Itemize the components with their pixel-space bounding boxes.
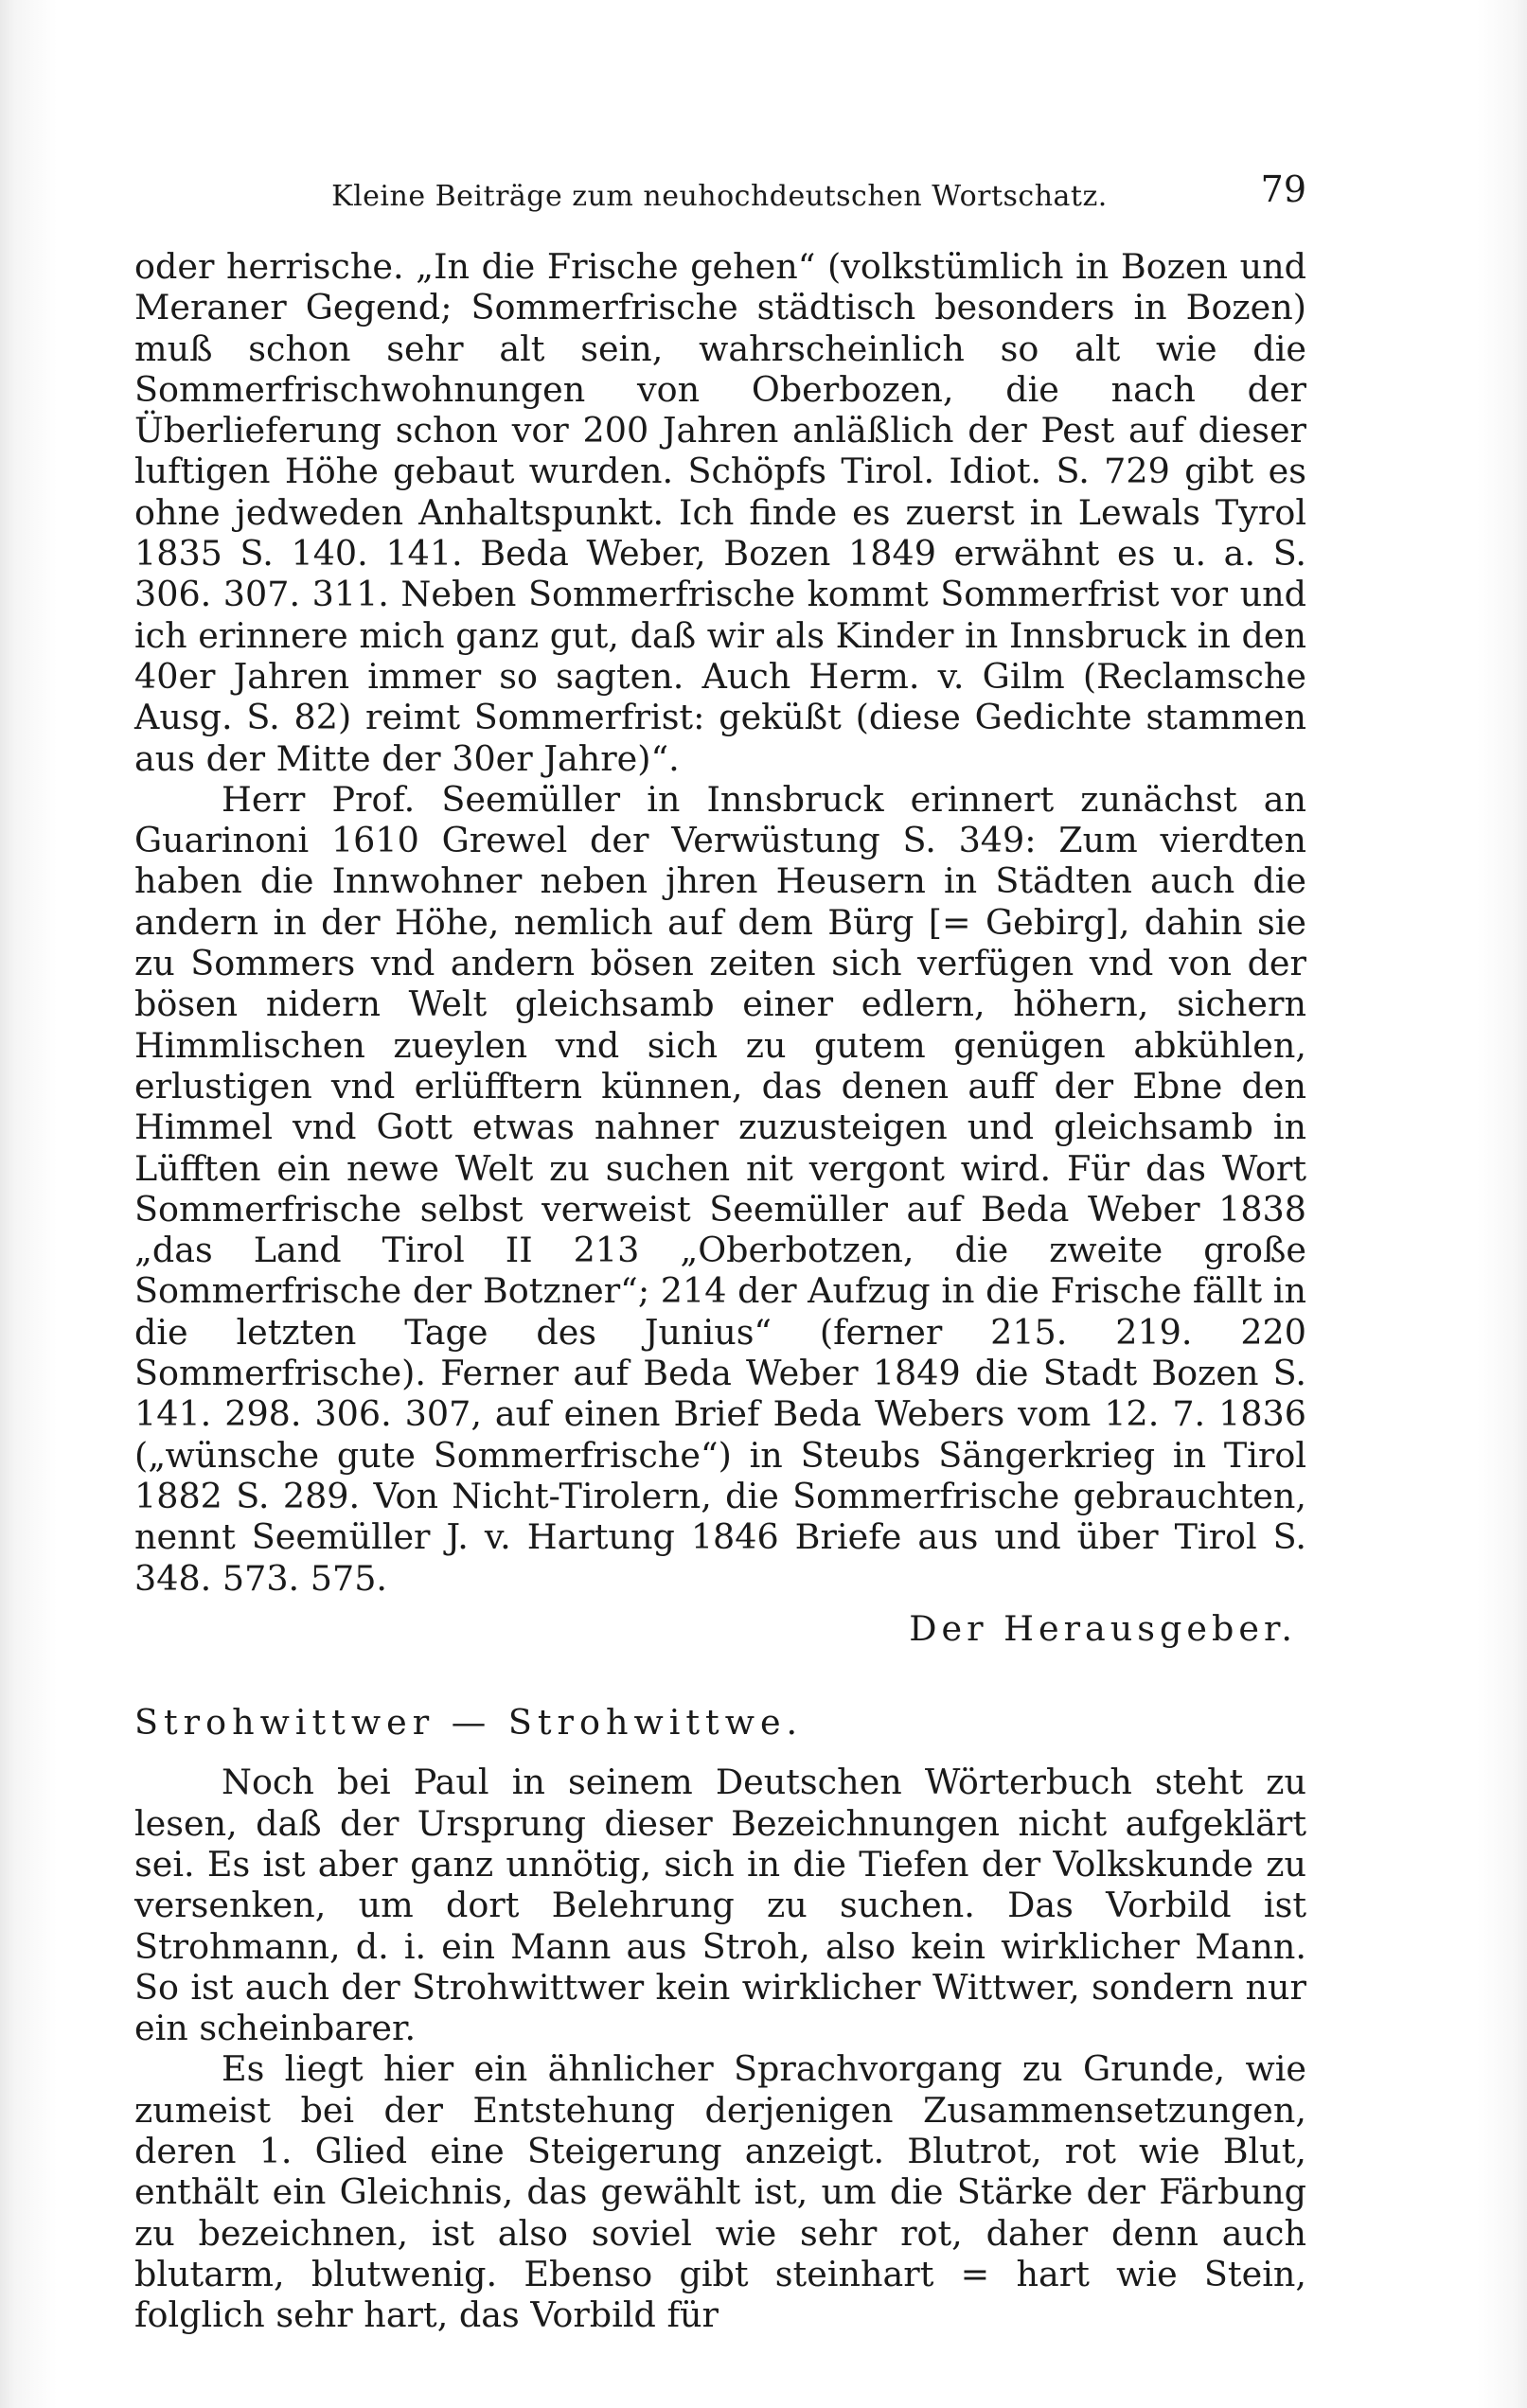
page-body (134, 246, 1306, 2336)
paragraph: oder herrische. „In die Frische gehen“ (volkstümlich in Bozen und Meraner Gegend; Sommerfrische städtisch besonders in Bozen) muß schon sehr alt sein, wahrscheinlich so alt wie die Sommerfrischwohnungen von Oberbozen, die nach der Überlieferung schon vor 200 Jahren anläßlich der Pest auf dieser luftigen Höhe gebaut wurden. Schöpfs Tirol. Idiot. S. 729 gibt es ohne jedweden Anhaltspunkt. Ich finde es zuerst in Lewals Tyrol 1835 S. 140. 141. Beda Weber, Bozen 1849 erwähnt es u. a. S. 306. 307. 311. Neben Sommerfrische kommt Sommerfrist vor und ich erinnere mich ganz gut, daß wir als Kinder in Innsbruck in den 40er Jahren immer so sagten. Auch Herm. v. Gilm (Reclamsche Ausg. S. 82) reimt Sommerfrist: geküßt (diese Gedichte stammen aus der Mitte der 30er Jahre)“. (134, 246, 1306, 779)
running-title: Kleine Beiträge zum neuhochdeutschen Wortschatz. (331, 180, 1108, 213)
paragraph: Noch bei Paul in seinem Deutschen Wörterbuch steht zu lesen, daß der Ursprung dieser Bezeichnungen nicht aufgeklärt sei. Es ist aber ganz unnötig, sich in die Tiefen der Volkskunde zu versenken, um dort Belehrung zu suchen. Das Vorbild ist Strohmann, d. i. ein Mann aus Stroh, also kein wirklicher Mann. So ist auch der Strohwittwer kein wirklicher Wittwer, sondern nur ein scheinbarer. (134, 1762, 1306, 2049)
signature: Der Herausgeber. (909, 1607, 1297, 1649)
running-head (133, 168, 1306, 225)
paragraph: Herr Prof. Seemüller in Innsbruck erinnert zunächst an Guarinoni 1610 Grewel der Verwüstung S. 349: Zum vierdten haben die Innwohner neben jhren Heusern in Städten auch die andern in der Höhe, nemlich auf dem Bürg [= Gebirg], dahin sie zu Sommers vnd andern bösen zeiten sich verfügen vnd von der bösen nidern Welt gleichsamb einer edlern, höhern, sichern Himmlischen zueylen vnd sich zu gutem genügen abkühlen, erlustigen vnd erlüfftern künnen, das denen auff der Ebne den Himmel vnd Gott etwas nahner zuzusteigen und gleichsamb in Lüfften ein newe Welt zu suchen nit vergont wird. Für das Wort Sommerfrische selbst verweist Seemüller auf Beda Weber 1838 „das Land Tirol II 213 „Oberbotzen, die zweite große Sommerfrische der Botzner“; 214 der Aufzug in die Frische fällt in die letzten Tage des Junius“ (ferner 215. 219. 220 Sommerfrische). Ferner auf Beda Weber 1849 die Stadt Bozen S. 141. 298. 306. 307, auf einen Brief Beda Webers vom 12. 7. 1836 („wünsche gute Sommerfrische“) in Steubs Sängerkrieg in Tirol 1882 S. 289. Von Nicht-Tirolern, die Sommerfrische gebrauchten, nennt Seemüller J. v. Hartung 1846 Briefe aus und über Tirol S. 348. 573. 575. (134, 778, 1306, 1599)
page-number: 79 (1260, 168, 1306, 210)
section-heading: Strohwittwer — Strohwittwe. (134, 1702, 804, 1744)
paragraph: Es liegt hier ein ähnlicher Sprachvorgang zu Grunde, wie zumeist bei der Entstehung derjenigen Zusammensetzungen, deren 1. Glied eine Steigerung anzeigt. Blutrot, rot wie Blut, enthält ein Gleichnis, das gewählt ist, um die Stärke der Färbung zu bezeichnen, ist also soviel wie sehr rot, daher denn auch blutarm, blutwenig. Ebenso gibt steinhart = hart wie Stein, folglich sehr hart, das Vorbild für (134, 2048, 1306, 2336)
